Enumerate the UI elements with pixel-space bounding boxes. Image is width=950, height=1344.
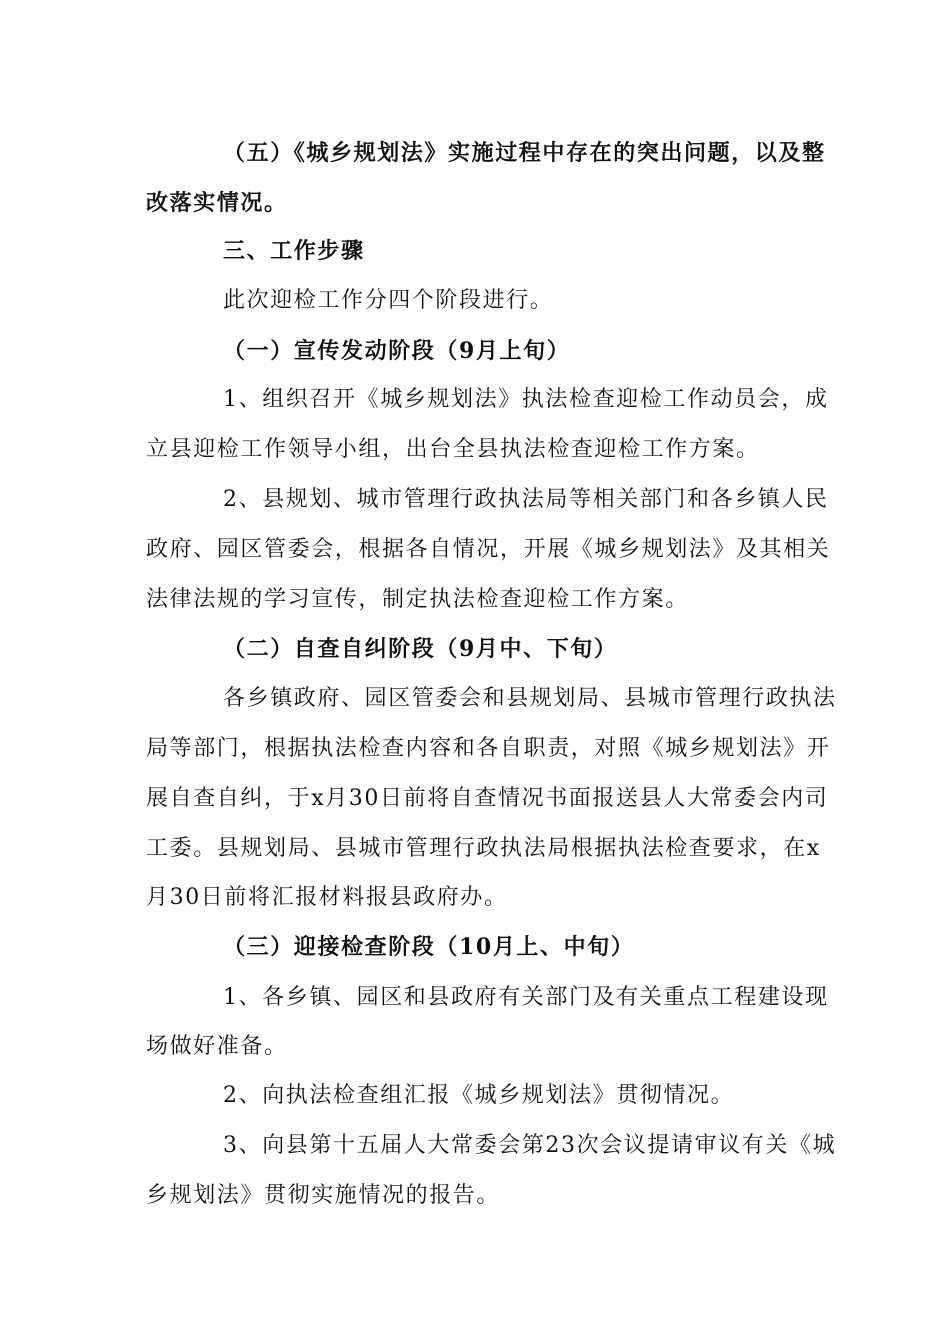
section-three-heading: 三、工作步骤	[223, 238, 365, 264]
stage-one-item-1-line-2: 立县迎检工作领导小组，出台全县执法检查迎检工作方案。	[146, 437, 760, 462]
stage-two-heading: （二）自查自纠阶段（9月中、下旬）	[223, 636, 618, 662]
section-five-heading-line-2: 改落实情况。	[146, 190, 288, 216]
stage-two-paragraph-line-5: 月30日前将汇报材料报县政府办。	[146, 885, 508, 910]
stage-three-item-2: 2、向执法检查组汇报《城乡规划法》贯彻情况。	[223, 1083, 735, 1108]
stage-two-paragraph-line-3: 展自查自纠，于x月30日前将自查情况书面报送县人大常委会内司	[146, 786, 829, 811]
section-five-heading-line-1: （五）《城乡规划法》实施过程中存在的突出问题，以及整	[223, 140, 826, 166]
stage-three-item-3-line-1: 3、向县第十五届人大常委会第23次会议提请审议有关《城	[223, 1133, 837, 1158]
stage-one-item-2-line-2: 政府、园区管委会，根据各自情况，开展《城乡规划法》及其相关	[146, 537, 831, 562]
stage-two-paragraph-line-2: 局等部门，根据执法检查内容和各自职责，对照《城乡规划法》开	[146, 736, 831, 761]
stage-three-item-3-line-2: 乡规划法》贯彻实施情况的报告。	[146, 1183, 501, 1208]
stage-one-heading: （一）宣传发动阶段（9月上旬）	[223, 338, 571, 364]
stage-three-heading: （三）迎接检查阶段（10月上、中旬）	[223, 934, 635, 960]
stage-three-item-1-line-2: 场做好准备。	[146, 1034, 288, 1059]
intro-paragraph: 此次迎检工作分四个阶段进行。	[223, 288, 554, 313]
stage-two-paragraph-line-1: 各乡镇政府、园区管委会和县规划局、县城市管理行政执法	[223, 686, 837, 711]
stage-one-item-2-line-3: 法律法规的学习宣传，制定执法检查迎检工作方案。	[146, 587, 689, 612]
stage-two-paragraph-line-4: 工委。县规划局、县城市管理行政执法局根据执法检查要求，在x	[146, 836, 821, 861]
stage-one-item-1-line-1: 1、组织召开《城乡规划法》执法检查迎检工作动员会，成	[223, 387, 829, 412]
stage-three-item-1-line-1: 1、各乡镇、园区和县政府有关部门及有关重点工程建设现	[223, 985, 829, 1010]
stage-one-item-2-line-1: 2、县规划、城市管理行政执法局等相关部门和各乡镇人民	[223, 487, 829, 512]
